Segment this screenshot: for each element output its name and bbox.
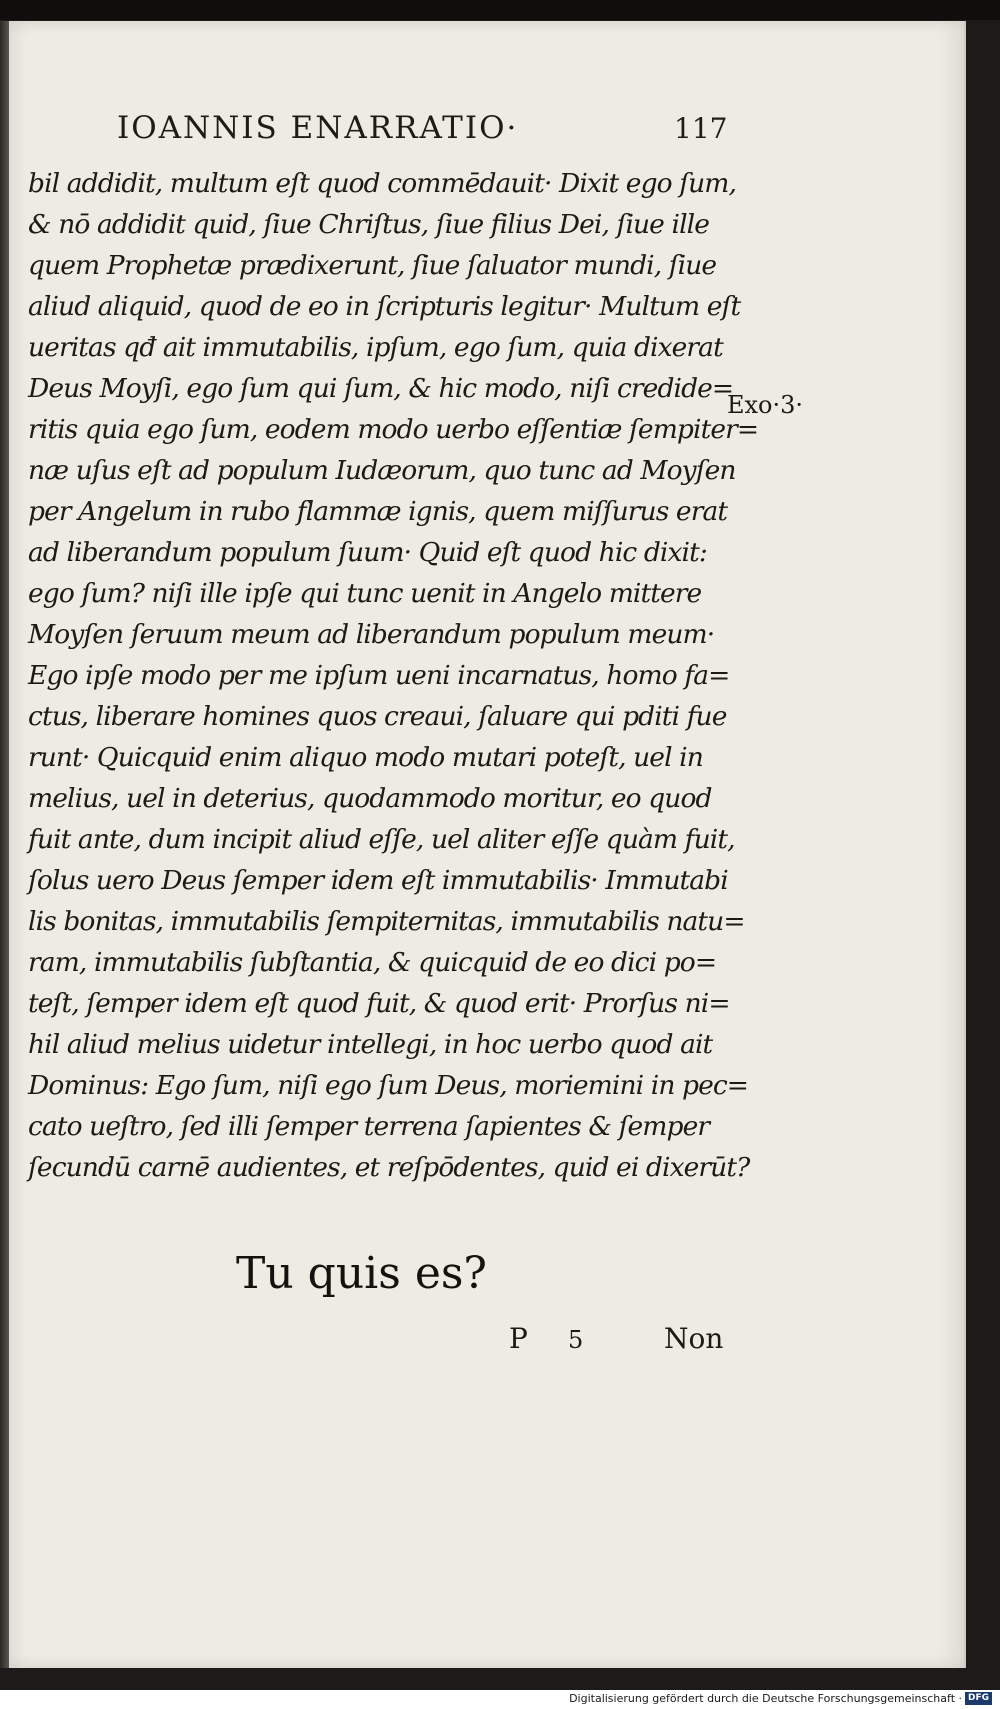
text-line: runt· Quicquid enim aliquo modo mutari poteſt, uel in bbox=[28, 742, 703, 773]
text-line: ram, immutabilis ſubſtantia, & quicquid de eo dici po= bbox=[28, 947, 717, 978]
scan-top-edge bbox=[0, 0, 1000, 20]
book-gutter-edge bbox=[0, 21, 9, 1668]
text-line: ueritas qđ ait immutabilis, ipſum, ego ſum, quia dixerat bbox=[28, 332, 723, 363]
text-line: ſolus uero Deus ſemper idem eſt immutabilis· Immutabi bbox=[28, 865, 728, 896]
lemma-heading: Tu quis es? bbox=[236, 1248, 488, 1299]
text-line: & nō addidit quid, ſiue Chriſtus, ſiue filius Dei, ſiue ille bbox=[28, 209, 710, 240]
body-text bbox=[28, 163, 759, 1188]
dfg-logo: DFG bbox=[965, 1692, 992, 1705]
text-line: per Angelum in rubo flammæ ignis, quem miſſurus erat bbox=[28, 496, 728, 527]
page-number: 117 bbox=[674, 112, 728, 145]
text-line: næ uſus eſt ad populum Iudæorum, quo tunc ad Moyſen bbox=[28, 455, 736, 486]
text-line: bil addidit, multum eſt quod commēdauit· Dixit ego ſum, bbox=[28, 168, 737, 199]
text-line: lis bonitas, immutabilis ſempiternitas, immutabilis natu= bbox=[28, 906, 745, 937]
text-line: Moyſen ſeruum meum ad liberandum populum meum· bbox=[28, 619, 715, 650]
text-line: Ego ipſe modo per me ipſum ueni incarnatus, homo fa= bbox=[28, 660, 730, 691]
text-line: aliud aliquid, quod de eo in ſcripturis legitur· Multum eſt bbox=[28, 291, 741, 322]
catchword: Non bbox=[664, 1322, 724, 1355]
text-line: melius, uel in deterius, quodammodo moritur, eo quod bbox=[28, 783, 712, 814]
signature-mark: P bbox=[509, 1322, 528, 1355]
text-line: hil aliud melius uidetur intellegi, in hoc uerbo quod ait bbox=[28, 1029, 713, 1060]
text-line: ritis quia ego ſum, eodem modo uerbo eſſentiæ ſempiter= bbox=[28, 414, 759, 445]
signature-number: 5 bbox=[568, 1326, 584, 1354]
running-title: IOANNIS ENARRATIO· bbox=[117, 110, 519, 146]
margin-note: Exo·3· bbox=[727, 391, 804, 419]
text-line: ctus, liberare homines quos creaui, ſaluare qui pditi fue bbox=[28, 701, 727, 732]
text-line: ad liberandum populum ſuum· Quid eſt quod hic dixit: bbox=[28, 537, 707, 568]
text-line: ſecundū carnē audientes, et reſpōdentes, quid ei dixerūt? bbox=[28, 1152, 750, 1183]
text-line: Dominus: Ego ſum, niſi ego ſum Deus, moriemini in pec= bbox=[28, 1070, 749, 1101]
text-line: fuit ante, dum incipit aliud eſſe, uel aliter eſſe quàm fuit, bbox=[28, 824, 735, 855]
text-line: Deus Moyſi, ego ſum qui ſum, & hic modo, niſi credide= bbox=[28, 373, 734, 404]
text-line: teſt, ſemper idem eſt quod fuit, & quod erit· Prorſus ni= bbox=[28, 988, 730, 1019]
digitization-credit: Digitalisierung gefördert durch die Deutsche Forschungsgemeinschaft · bbox=[569, 1692, 962, 1705]
text-line: cato ueſtro, ſed illi ſemper terrena ſapientes & ſemper bbox=[28, 1111, 710, 1142]
text-line: ego ſum? niſi ille ipſe qui tunc uenit in Angelo mittere bbox=[28, 578, 702, 609]
text-line: quem Prophetæ prædixerunt, ſiue ſaluator mundi, ſiue bbox=[28, 250, 717, 281]
